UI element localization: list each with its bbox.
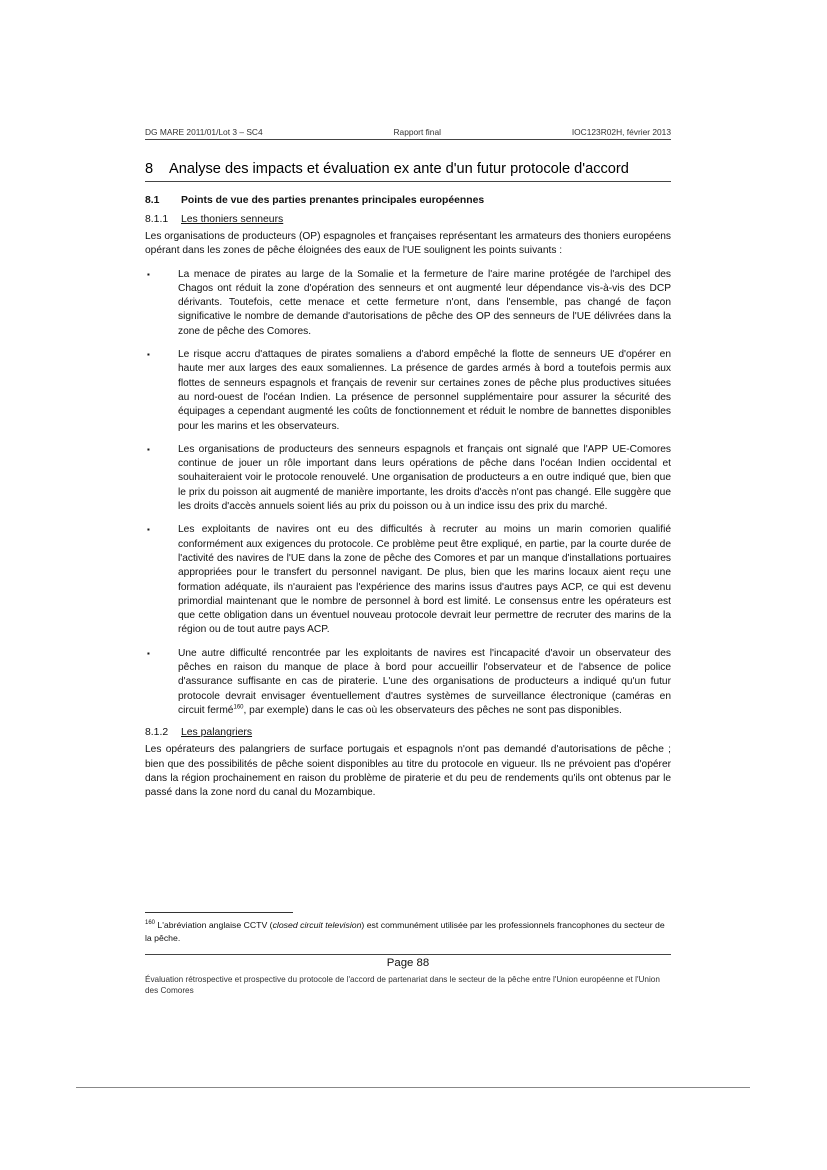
sub-subsection-heading-thoniers [145, 214, 671, 225]
header-reference: DG MARE 2011/01/Lot 3 – SC4 [145, 127, 263, 137]
list-item-text: Les organisations de producteurs des senneurs espagnols et français ont signalé que l'APP UE-Comores continue de jouer un rôle important dans leurs opérations de pêche dans l'océan Indien occidental et souhaiteraient voir le protocole renouvelé. Une organisation de producteurs a en outre indiqué que, bien que le prix du poisson ait augmenté de manière importante, les droits d'accès n'ont pas changé. Elle suggère que les droits d'accès annuels soient liés au prix du poisson ou à un indice issu des prix du marché. [178, 443, 671, 513]
section-number: 8 [145, 161, 154, 177]
header-document-id: IOC123R02H, février 2013 [571, 127, 671, 137]
footnote-divider [145, 912, 293, 913]
footnote-number: 160 [145, 920, 156, 927]
sub-subsection-heading-palangriers [145, 727, 671, 738]
sub-subsection-title: Les thoniers senneurs [181, 214, 284, 225]
body-content [145, 195, 671, 809]
running-header [145, 127, 671, 140]
palangriers-paragraph: Les opérateurs des palangriers de surface portugais et espagnols n'ont pas demandé d'autorisations de pêche ; bien que des possibilités de pêche soient disponibles au titre du protocole en vigueur. Ils ne prévoient pas d'opérer dans la région prochainement en raison du problème de piraterie et du peu de rendements qu'ils ont obtenus par le passé dans la zone nord du canal du Mozambique. [145, 744, 671, 799]
list-item-text-part1: Une autre difficulté rencontrée par les exploitants de navires est l'incapacité d'avoir un observateur des pêches en raison du manque de place à bord pour accueillir l'observateur et de l'absence de police d'assurance suffisante en cas de piraterie. L'une des organisations de producteurs a indiqué qu'un futur protocole devrait envisager éventuellement d'autres systèmes de surveillance électronique (caméras en circuit fermé [178, 647, 671, 716]
subsection-title: Points de vue des parties prenantes principales européennes [181, 195, 485, 206]
bullet-marker: ▪ [147, 444, 150, 454]
section-title: Analyse des impacts et évaluation ex ante d'un futur protocole d'accord [169, 161, 629, 177]
sub-subsection-number: 8.1.2 [145, 727, 169, 739]
list-item-text: Le risque accru d'attaques de pirates somaliens a d'abord empêché la flotte de senneurs UE d'opérer en haute mer aux larges des eaux somaliennes. La présence de gardes armés à bord a toutefois permis aux flottes de senneurs espagnols et français de revenir sur certaines zones de pêche plus productives situées au nord-ouest de l'océan Indien. La présence de personnel supplémentaire pour assurer la sécurité des équipages a cependant augmenté les coûts de fonctionnement et réduit le nombre de bannettes disponibles pour les marins et les observateurs. [178, 349, 671, 432]
footnote-text-before: L'abréviation anglaise CCTV ( [155, 920, 273, 930]
section-heading [145, 161, 671, 182]
list-item [145, 348, 671, 434]
subsection-number: 8.1 [145, 195, 160, 206]
list-item-text-part2: , par exemple) dans le cas où les observateurs des pêches ne sont pas disponibles. [243, 704, 622, 716]
sub-subsection-title: Les palangriers [181, 727, 253, 739]
list-item-text: La menace de pirates au large de la Somalie et la fermeture de l'aire marine protégée de l'archipel des Chagos ont réduit la zone d'opération des senneurs et ont augmenté leur dépendance vis-à-vis des DCP dérivants. Toutefois, cette menace et cette fermeture n'ont, dans l'ensemble, pas changé de façon significative le nombre de demande d'autorisations de pêche des OP des senneurs de l'UE délivrées dans la zone de pêche des Comores. [178, 268, 671, 337]
footer-divider [145, 954, 671, 955]
sub-subsection-number: 8.1.1 [145, 214, 169, 225]
list-item [145, 647, 671, 718]
header-report-type: Rapport final [393, 127, 441, 137]
page-number: Page 88 [386, 957, 430, 969]
footnote-italic-term: closed circuit television [272, 920, 362, 930]
footnote-text-after: ) est communément utilisée par les professionnels francophones du secteur de la pêche. [145, 920, 665, 943]
bullet-list [145, 268, 671, 719]
viewer-bottom-divider [76, 1087, 750, 1088]
bullet-marker: ▪ [147, 648, 150, 658]
list-item-text: Les exploitants de navires ont eu des difficultés à recruter au moins un marin comorien qualifié conformément aux exigences du protocole. Ce problème peut être expliqué, en partie, par la courte durée de l'activité des navires de l'UE dans la zone de pêche des Comores et par un manque d'installations portuaires appropriées pour le transfert du personnel navigant. De plus, bien que les marins locaux aient reçu une formation adéquate, ils n'auraient pas l'expérience des marins issus d'autres pays ACP, ce qui est devenu primordial maintenant que le nombre de personnel à bord est limité. Le consensus entre les opérateurs est que cette obligation dans un éventuel nouveau protocole devrait leur permettre de recruter des marins de la région ou de tout autre pays ACP. [178, 524, 671, 636]
list-item [145, 268, 671, 339]
intro-paragraph: Les organisations de producteurs (OP) espagnoles et françaises représentant les armateurs des thoniers européens opérant dans les zones de pêche éloignées des eaux de l'UE soulignent les points suivants : [145, 231, 671, 257]
subsection-heading [145, 195, 671, 206]
bullet-marker: ▪ [147, 525, 150, 535]
list-item [145, 523, 671, 637]
bullet-marker: ▪ [147, 350, 150, 360]
list-item [145, 443, 671, 514]
footnote [145, 919, 671, 944]
footnote-reference[interactable]: 160 [233, 704, 244, 711]
footer-note: Évaluation rétrospective et prospective du protocole de l'accord de partenariat dans le secteur de la pêche entre l'Union européenne et l'Union des Comores [145, 975, 660, 995]
bullet-marker: ▪ [147, 269, 150, 279]
